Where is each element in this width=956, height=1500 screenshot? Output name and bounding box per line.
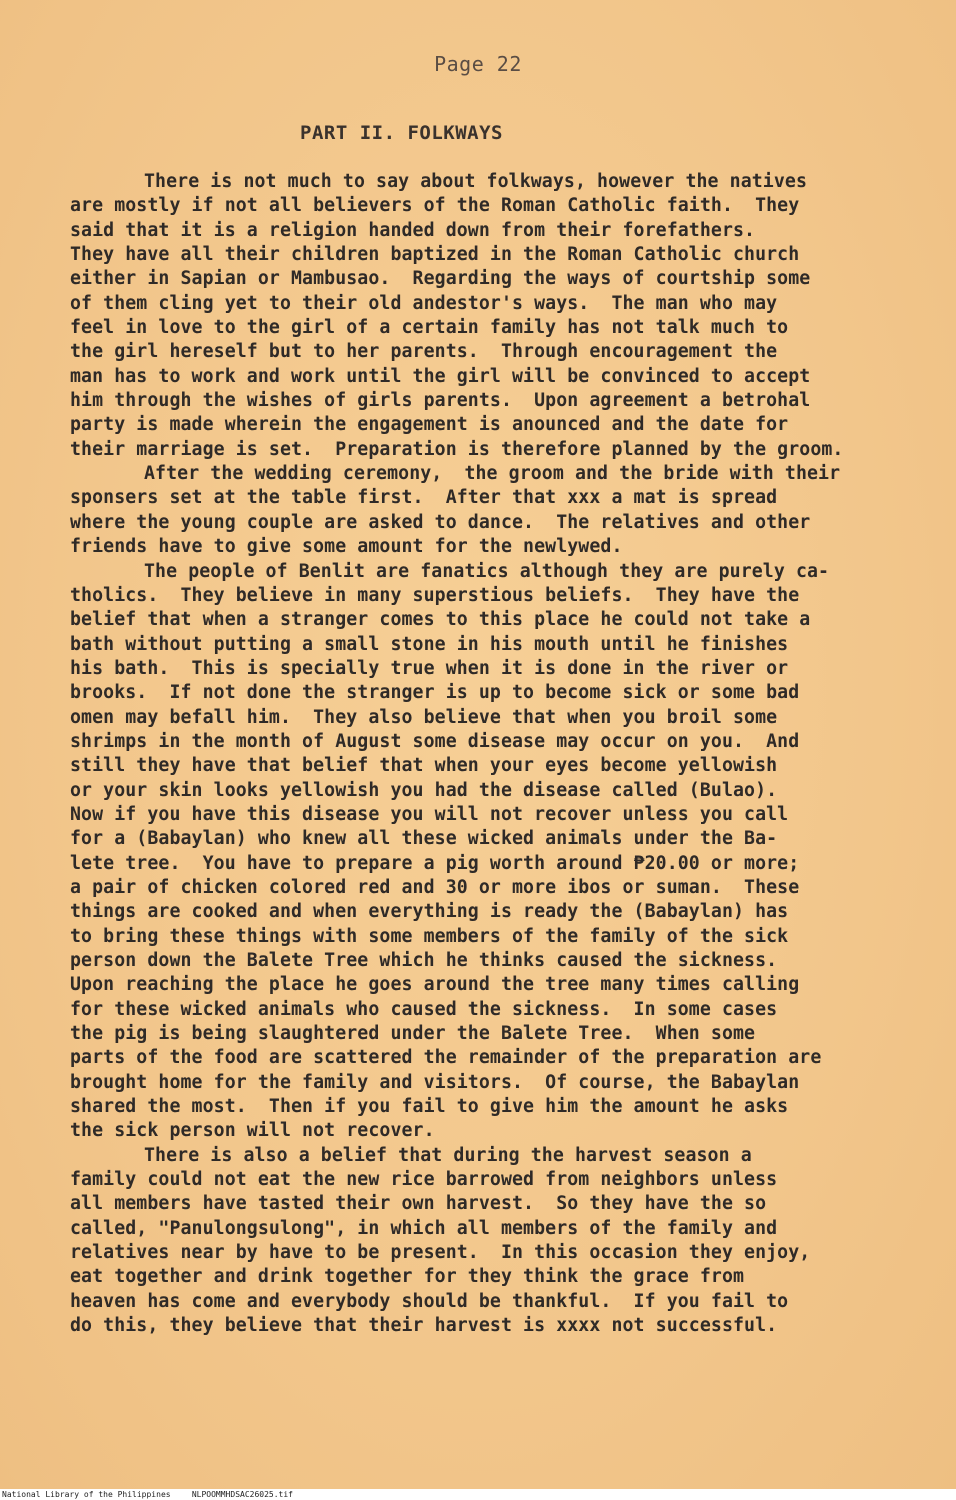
text-line: feel in love to the girl of a certain family has not talk much to [70,317,789,339]
section-heading: PART II. FOLKWAYS [300,122,503,144]
text-line: his bath. This is specially true when it is done in the river or [70,657,789,679]
text-line: for these wicked animals who caused the sickness. In some cases [70,998,778,1020]
text-line: things are cooked and when everything is ready the (Babaylan) has [70,901,789,923]
text-line: party is made wherein the engagement is anounced and the date for [70,414,789,436]
text-line: sponsers set at the table first. After that xxx a mat is spread [70,487,778,509]
text-line: him through the wishes of girls parents. Upon agreement a betrohal [70,390,811,412]
text-line: They have all their children baptized in the Roman Catholic church [70,244,800,266]
text-line: the girl hereself but to her parents. Through encouragement the [70,341,778,363]
text-line: tholics. They believe in many superstious beliefs. They have the [70,584,800,606]
text-line: lete tree. You have to prepare a pig worth around ₱20.00 or more; [70,852,800,874]
text-line: Now if you have this disease you will not recover unless you call [70,803,789,825]
text-line: said that it is a religion handed down from their forefathers. [70,219,756,241]
text-line: are mostly if not all believers of the Roman Catholic faith. They [70,195,800,217]
text-line: heaven has come and everybody should be thankful. If you fail to [70,1290,789,1312]
text-line: brought home for the family and visitors. Of course, the Babaylan [70,1071,800,1093]
footer-library: National Library of the Philippines [2,1490,171,1499]
body-text [70,170,920,1339]
text-line: Upon reaching the place he goes around the tree many times calling [70,974,800,996]
text-line: their marriage is set. Preparation is therefore planned by the groom. [70,438,844,460]
text-line: friends have to give some amount for the newlywed. [70,536,623,558]
text-line: eat together and drink together for they think the grace from [70,1266,745,1288]
text-line: parts of the food are scattered the remainder of the preparation are [70,1047,822,1069]
text-line: called, "Panulongsulong", in which all members of the family and [70,1217,778,1239]
text-line: brooks. If not done the stranger is up to become sick or some bad [70,682,800,704]
text-line: still they have that belief that when your eyes become yellowish [70,755,778,777]
text-line: to bring these things with some members of the family of the sick [70,925,789,947]
text-line: man has to work and work until the girl will be convinced to accept [70,365,811,387]
text-line: where the young couple are asked to dance. The relatives and other [70,511,811,533]
text-line: the sick person will not recover. [70,1120,435,1142]
text-line: After the wedding ceremony, the groom and the bride with their [144,463,841,485]
text-line: There is not much to say about folkways, however the natives [144,171,807,192]
text-line: or your skin looks yellowish you had the disease called (Bulao). [70,779,778,801]
text-line: the pig is being slaughtered under the Balete Tree. When some [70,1023,756,1045]
text-line: a pair of chicken colored red and 30 or more ibos or suman. These [70,876,800,898]
text-line: do this, they believe that their harvest is xxxx not successful. [70,1315,778,1337]
text-line: all members have tasted their own harvest. So they have the so [70,1193,767,1215]
text-line: belief that when a stranger comes to this place he could not take a [70,609,811,631]
text-line: shared the most. Then if you fail to give him the amount he asks [70,1096,789,1118]
text-line: bath without putting a small stone in his mouth until he finishes [70,633,789,655]
text-line: either in Sapian or Mambusao. Regarding the ways of courtship some [70,268,811,290]
text-line: of them cling yet to their old andestor's ways. The man who may [70,292,778,314]
scan-footer [0,1489,956,1500]
text-line: for a (Babaylan) who knew all these wicked animals under the Ba- [70,828,778,850]
page-number: Page 22 [434,52,522,76]
footer-file: NLPOOMMHDSAC26025.tif [191,1490,293,1499]
text-line: omen may befall him. They also believe that when you broil some [70,706,778,728]
text-line: shrimps in the month of August some disease may occur on you. And [70,730,800,752]
text-line: person down the Balete Tree which he thinks caused the sickness. [70,950,778,971]
text-line: relatives near by have to be present. In this occasion they enjoy, [70,1242,811,1264]
text-line: The people of Benlit are fanatics although they are purely ca- [144,560,830,582]
text-line: There is also a belief that during the harvest season a [144,1144,752,1166]
text-line: family could not eat the new rice barrowed from neighbors unless [70,1169,778,1191]
